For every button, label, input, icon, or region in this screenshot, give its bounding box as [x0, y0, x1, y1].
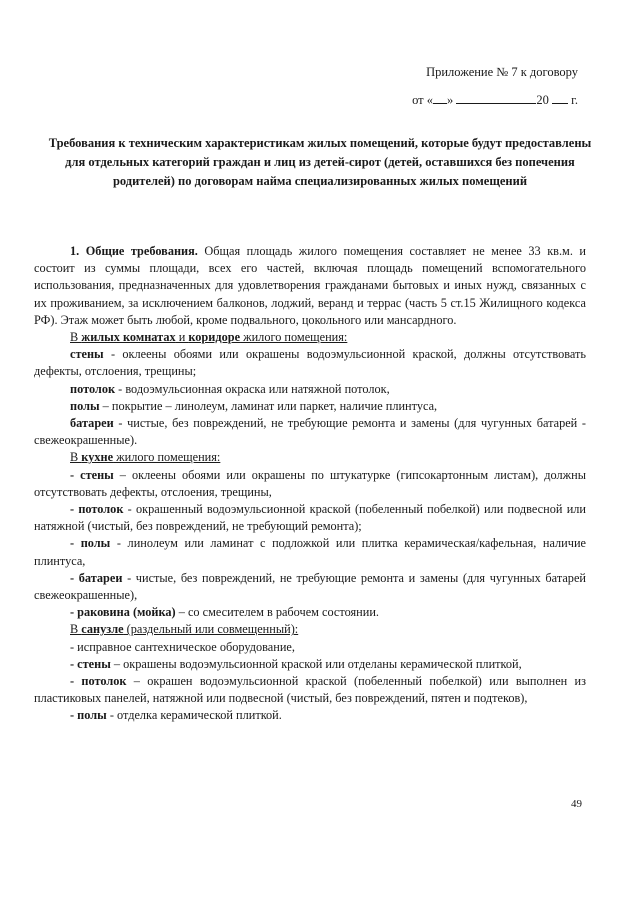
appendix-title: Приложение № 7 к договору — [426, 65, 578, 79]
page-number: 49 — [571, 798, 582, 810]
kitchen-walls-item: - стены – оклеены обоями или окрашены по штукатурке (гипсокартонным листам), должны отсутствовать дефекты, отслоения, трещины, — [34, 467, 586, 499]
general-requirements-paragraph: 1. Общие требования. Общая площадь жилого помещения составляет не менее 33 кв.м. и состоит из суммы площади, всех его частей, включая площадь помещений вспомогательного использования, предназначенных для удовлетворения гражданами бытовых и иных нужд, связанных с их проживанием, за исключением балконов, лоджий, веранд и террас (часть 5 ст.15 Жилищного кодекса РФ). Этаж может быть любой, кроме подвального, цокольного или мансардного. — [34, 244, 586, 327]
rooms-walls-item: стены - оклеены обоями или окрашены водоэмульсионной краской, должны отсутствовать дефекты, отслоения, трещины; — [34, 347, 586, 379]
bathroom-ceiling-item: - потолок – окрашен водоэмульсионной краской (побеленный побелкой) или выполнен из пластиковых панелей, натяжной или подвесной (чистый, без повреждений, пятен и подтеков), — [34, 674, 586, 706]
year-blank — [552, 90, 568, 104]
bathroom-floor-item: - полы - отделка керамической плиткой. — [70, 708, 282, 723]
kitchen-batteries-item: - батареи - чистые, без повреждений, не требующие ремонта и замены (для чугунных батарей свежеокрашенные), — [34, 570, 586, 603]
rooms-ceiling-item: потолок - водоэмульсионная окраска или натяжной потолок, — [70, 381, 390, 396]
rooms-batteries-item: батареи - чистые, без повреждений, не требующие ремонта и замены (для чугунных батарей - свежеокрашенные). — [34, 416, 586, 448]
document-title: Требования к техническим характеристикам жилых помещений, которые будут предоставлены для отдельных категорий граждан и лиц из детей-сирот (детей, оставшихся без попечения родителей) по договорам найма специализированных жилых помещений — [48, 136, 592, 188]
rooms-heading: В жилых комнатах и коридоре жилого помещения: — [70, 330, 348, 345]
kitchen-heading: В кухне жилого помещения: — [70, 450, 221, 465]
appendix-header — [412, 58, 578, 114]
general-requirements-heading: 1. Общие требования. — [70, 244, 198, 258]
document-body — [34, 243, 586, 725]
month-blank — [456, 90, 536, 104]
day-blank — [433, 90, 447, 104]
rooms-floor-item: полы – покрытие – линолеум, ламинат или паркет, наличие плинтуса, — [70, 398, 438, 413]
kitchen-sink-item: - раковина (мойка) – со смесителем в рабочем состоянии. — [70, 605, 379, 620]
kitchen-floor-item: - полы - линолеум или ламинат с подложкой или плитка керамическая/кафельная, наличие плинтуса, — [34, 536, 586, 568]
bathroom-plumbing-item: - исправное сантехническое оборудование, — [70, 639, 295, 654]
bathroom-walls-item: - стены – окрашены водоэмульсионной краской или отделаны керамической плиткой, — [70, 656, 522, 671]
kitchen-ceiling-item: - потолок - окрашенный водоэмульсионной краской (побеленный побелкой) или подвесной или натяжной (чистый, без повреждений, не требующий ремонта); — [34, 502, 586, 534]
contract-date-line: от « » 20 г. — [412, 86, 578, 114]
bathroom-heading: В санузле (раздельный или совмещенный): — [70, 622, 299, 637]
